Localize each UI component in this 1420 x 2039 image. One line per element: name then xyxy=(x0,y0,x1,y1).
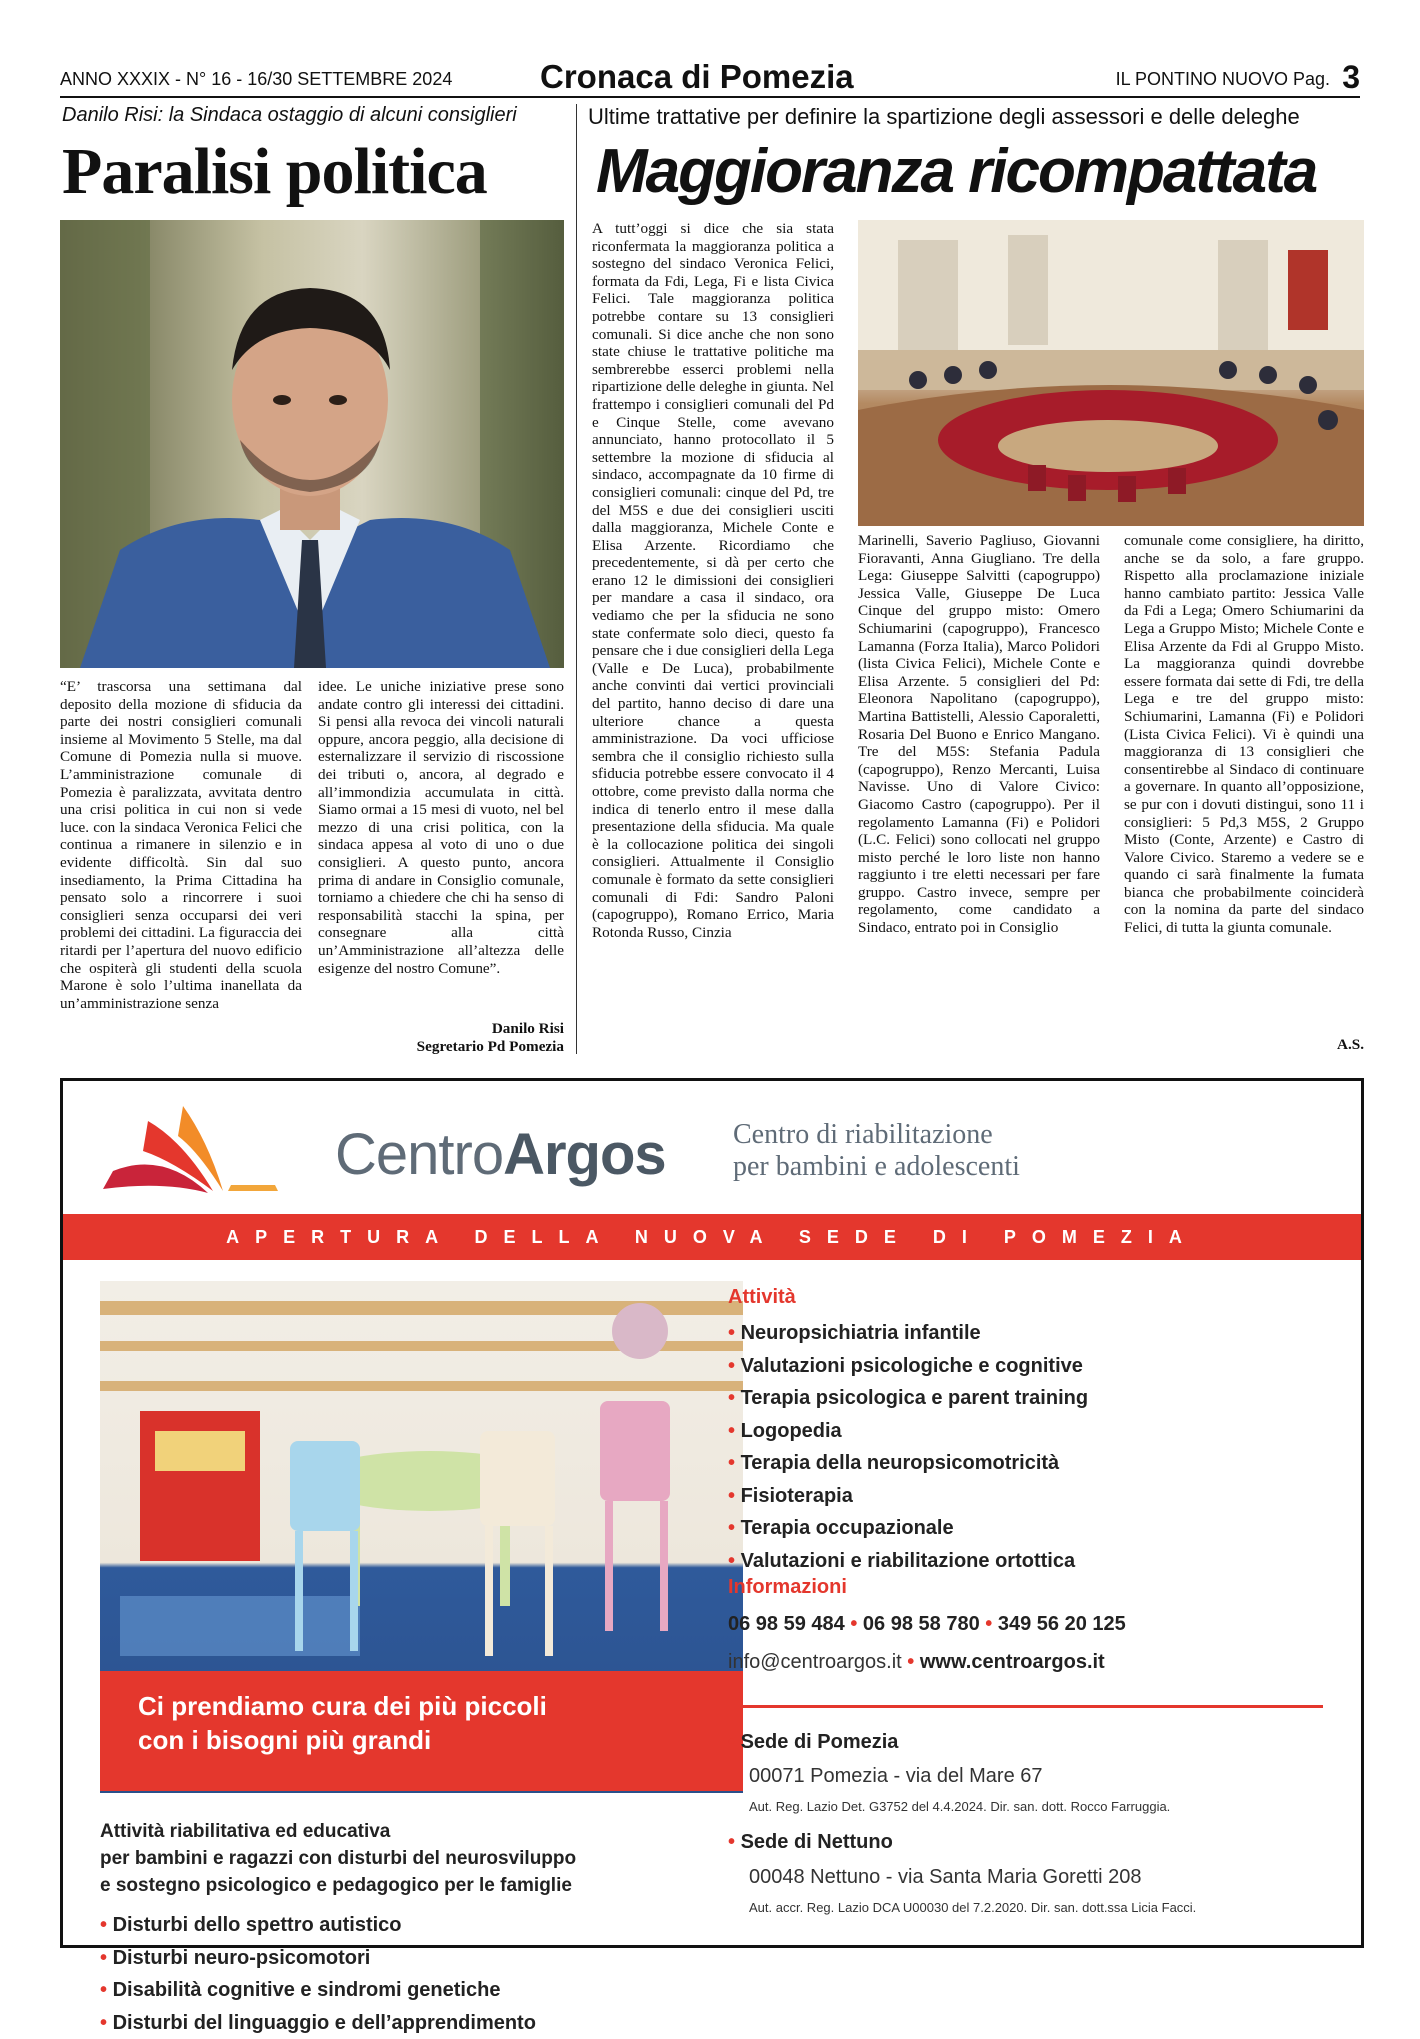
left-article-col1: “E’ trascorsa una settimana dal deposito della mozione di sfiducia da parte dei nostri consiglieri comunali insieme al Movimento 5 Stelle, ma dal Comune di Pomezia nulla si muove. L’amministrazione comunale di Pomezia è paralizzata, avvitata dentro una crisi politica in cui non si vede luce. con la sindaca Veronica Felici che continua a rimanere in silenzio e in evidente difficoltà. Sin dal suo insediamento, la Prima Cittadina ha pensato solo a rincorrere i suoi consiglieri senza occuparsi dei veri problemi dei cittadini. La figuraccia dei ritardi per l’apertura del nuovo edificio che ospiterà gli studenti della scuola Marone è solo l’ultima inanellata da un’amministrazione senza xyxy=(60,678,302,1012)
services-heading-1: Attività riabilitativa ed educativa xyxy=(100,1818,576,1845)
list-item: • Neuropsichiatria infantile xyxy=(728,1317,1088,1350)
issue-info: ANNO XXXIX - N° 16 - 16/30 SETTEMBRE 2024 xyxy=(60,69,452,90)
list-item: • Logopedia xyxy=(728,1415,1088,1448)
slogan-line1: Ci prendiamo cura dei più piccoli xyxy=(138,1689,743,1723)
signature-role: Segretario Pd Pomezia xyxy=(318,1038,564,1056)
council-illustration xyxy=(858,220,1364,526)
list-item: • Terapia occupazionale xyxy=(728,1512,1088,1545)
sede2-title: • Sede di Nettuno xyxy=(728,1831,893,1854)
page-number: 3 xyxy=(1342,59,1360,96)
info-divider xyxy=(728,1705,1323,1708)
sede2-address: 00048 Nettuno - via Santa Maria Goretti 208 xyxy=(749,1866,1141,1889)
list-item: • Disturbi dello spettro autistico xyxy=(100,1909,536,1942)
council-photo xyxy=(858,220,1364,526)
signature-name: Danilo Risi xyxy=(318,1020,564,1038)
left-signature xyxy=(318,1020,564,1056)
right-article-col1: A tutt’oggi si dice che sia stata riconfermata la maggioranza politica a sostegno del sindaco Veronica Felici, formata da Fdi, Lega, Fi e lista Civica Felici. Tale maggioranza politica potrebbe contare su 13 consiglieri comunali. Si dice anche che non sono state chiuse le trattative politiche ma sembrerebbe esserci problemi nella ripartizione delle deleghe in giunta. Nel frattempo i consiglieri comunali del Pd e Cinque Stelle, come avevano annunciato, hanno protocollato il 5 settembre la mozione di sfiducia al sindaco, accompagnate da 10 firme di consiglieri comunali: cinque del Pd, tre del M5S e due dei consiglieri usciti dalla maggioranza, Michele Conte e Elisa Arzente. Ricordiamo che precedentemente, si dà per certo che erano 12 le dimissioni dei consiglieri per mandare a casa il sindaco, ora vediamo che per la sfiducia ne sono state confermate solo dieci, questo fa pensare che i due consiglieri della Lega (Valle e De Luca), probabilmente anche convinti dai vertici provinciali del partito, hanno deciso di dare una ulteriore chance a questa amministrazione. Da voci ufficiose sembra che il consiglio richiesto sulla sfiducia potrebbe essere convocato il 4 ottobre, come previsto dalla norma che indica di tenerlo entro il mese dalla presentazione della sfiducia. Ma quale è la collocazione politica dei singoli consiglieri. Attualmente il Consiglio comunale è formato da sette consiglieri comunali di Fdi: Sandro Paloni (capogruppo), Romano Errico, Maria Rotonda Russo, Cinzia xyxy=(592,220,834,941)
left-article-col2: idee. Le uniche iniziative prese sono andate contro gli interessi dei cittadini. Si pensi alla revoca dei vincoli naturali oppure, ancora peggio, alla decisione di esternalizzare il servizio di riscossione dei tributi o, ancora, al degrado e all’immondizia accumulata in città. Siamo ormai a 15 mesi di vuoto, nel bel mezzo di una crisi politica, con la sindaca appesa al voto di uno o due consiglieri. A questo punto, ancora prima di andare in Consiglio comunale, torniamo a chiedere che chi ha senso di responsabilità stacchi la spina, per consegnare alla città un’Amministrazione all’altezza delle esigenze del nostro Comune”. xyxy=(318,678,564,977)
sede1-title: • Sede di Pomezia xyxy=(728,1731,898,1754)
phone-3[interactable]: 349 56 20 125 xyxy=(998,1613,1126,1635)
sede1-address: 00071 Pomezia - via del Mare 67 xyxy=(749,1765,1043,1788)
email-link[interactable]: info@centroargos.it xyxy=(728,1651,902,1673)
section-title: Cronaca di Pomezia xyxy=(540,58,854,96)
right-article-col2: Marinelli, Saverio Pagliuso, Giovanni Fioravanti, Anna Giugliano. Tre della Lega: Giuseppe Salvitti (capogruppo) Jessica Valle, Giuseppe De Luca Cinque del gruppo misto: Omero Schiumarini (capogruppo), Francesco Lamanna (Forza Italia), Marco Polidori (lista Civica Felici), Michele Conte e Elisa Arzente. 5 consiglieri del Pd: Eleonora Napolitano (capogruppo), Martina Battistelli, Alessio Caporaletti, Rosaria Del Buono e Enrico Mangano. Tre del M5S: Stefania Padula (capogruppo), Renzo Mercanti, Luisa Navisse. Uno di Valore Civico: Giacomo Castro (capogruppo). Per il regolamento Lamanna (Fi) e Polidori (L.C. Felici) sono collocati nel gruppo misto perché le loro liste non hanno raggiunto i tre eletti necessari per fare gruppo. Castro invece, sempre per regolamento, come candidato a Sindaco, entrato poi in Consiglio xyxy=(858,532,1100,937)
list-item: • Disturbi neuro-psicomotori xyxy=(100,1942,536,1975)
paper-name: IL PONTINO NUOVO Pag. xyxy=(1116,69,1330,90)
slogan-line2: con i bisogni più grandi xyxy=(138,1723,743,1757)
column-divider xyxy=(576,104,577,1054)
left-kicker: Danilo Risi: la Sindaca ostaggio di alcuni consiglieri xyxy=(62,104,517,127)
brand-tagline xyxy=(733,1119,1020,1183)
masthead xyxy=(60,56,1360,98)
tagline-line1: Centro di riabilitazione xyxy=(733,1119,1020,1151)
slogan-box xyxy=(100,1671,743,1791)
list-item: • Valutazioni e riabilitazione ortottica xyxy=(728,1545,1088,1578)
centroargos-logo-icon xyxy=(103,1101,293,1201)
brand-light: Centro xyxy=(335,1122,503,1187)
info-title: Informazioni xyxy=(728,1576,847,1599)
sede2-authorization: Aut. accr. Reg. Lazio DCA U00030 del 7.2.2020. Dir. san. dott.ssa Licia Facci. xyxy=(749,1900,1196,1915)
centroargos-ad xyxy=(60,1078,1364,1948)
list-item: • Terapia psicologica e parent training xyxy=(728,1382,1088,1415)
services-heading-2: per bambini e ragazzi con disturbi del neurosviluppo xyxy=(100,1845,576,1872)
phone-1[interactable]: 06 98 59 484 xyxy=(728,1613,845,1635)
portrait-photo xyxy=(60,220,564,668)
opening-band: APERTURA DELLA NUOVA SEDE DI POMEZIA xyxy=(63,1214,1361,1260)
brand-bold: Argos xyxy=(503,1122,666,1187)
portrait-illustration xyxy=(60,220,564,668)
list-item: • Disabilità cognitive e sindromi genetiche xyxy=(100,1974,536,2007)
tagline-line2: per bambini e adolescenti xyxy=(733,1151,1020,1183)
list-item: • Fisioterapia xyxy=(728,1480,1088,1513)
right-signature: A.S. xyxy=(1124,1036,1364,1054)
phone-numbers: 06 98 59 484 • 06 98 58 780 • 349 56 20 125 xyxy=(728,1613,1126,1636)
phone-2[interactable]: 06 98 58 780 xyxy=(863,1613,980,1635)
services-heading-3: e sostegno psicologico e pedagogico per le famiglie xyxy=(100,1872,576,1899)
activities-title: Attività xyxy=(728,1286,796,1309)
brand-name xyxy=(335,1121,666,1188)
list-item: • Disturbi del linguaggio e dell’apprendimento xyxy=(100,2007,536,2039)
contact-line: info@centroargos.it • www.centroargos.it xyxy=(728,1651,1105,1674)
sede1-authorization: Aut. Reg. Lazio Det. G3752 del 4.4.2024. Dir. san. dott. Rocco Farruggia. xyxy=(749,1799,1170,1814)
list-item: • Terapia della neuropsicomotricità xyxy=(728,1447,1088,1480)
list-item: • Valutazioni psicologiche e cognitive xyxy=(728,1350,1088,1383)
services-heading xyxy=(100,1818,576,1899)
website-link[interactable]: www.centroargos.it xyxy=(920,1651,1105,1673)
disorders-list xyxy=(100,1909,536,2039)
right-headline: Maggioranza ricompattata xyxy=(596,136,1316,207)
activities-list xyxy=(728,1317,1088,1577)
left-headline: Paralisi politica xyxy=(62,134,487,210)
right-kicker: Ultime trattative per definire la spartizione degli assessori e delle deleghe xyxy=(588,104,1300,130)
right-article-col3: comunale come consigliere, ha diritto, anche se da solo, a fare gruppo. Rispetto alla proclamazione iniziale hanno cambiato partito: Jessica Valle da Fdi a Lega; Omero Schiumarini da Lega a Gruppo Misto; Michele Conte e Elisa Arzente da Fdi al Gruppo Misto. La maggioranza quindi dovrebbe essere formata dai sette di Fdi, tre della Lega e tre del gruppo misto: Schiumarini, Lamanna (Fi) e Polidori (Lista Civica Felici). Vi è quindi una maggioranza di 13 consiglieri che consentirebbe al Sindaco di continuare a governare. In quanto all’opposizione, se pur con i dovuti distingui, sono 11 i consiglieri: 5 Pd,3 M5S, 2 Gruppo Misto (Conte, Arzente) e Castro di Valore Civico. Staremo a vedere se e quando ci sarà finalmente la fumata bianca che probabilmente coinciderà con la nomina da parte del sindaco Felici, di tutta la giunta comunale. xyxy=(1124,532,1364,937)
